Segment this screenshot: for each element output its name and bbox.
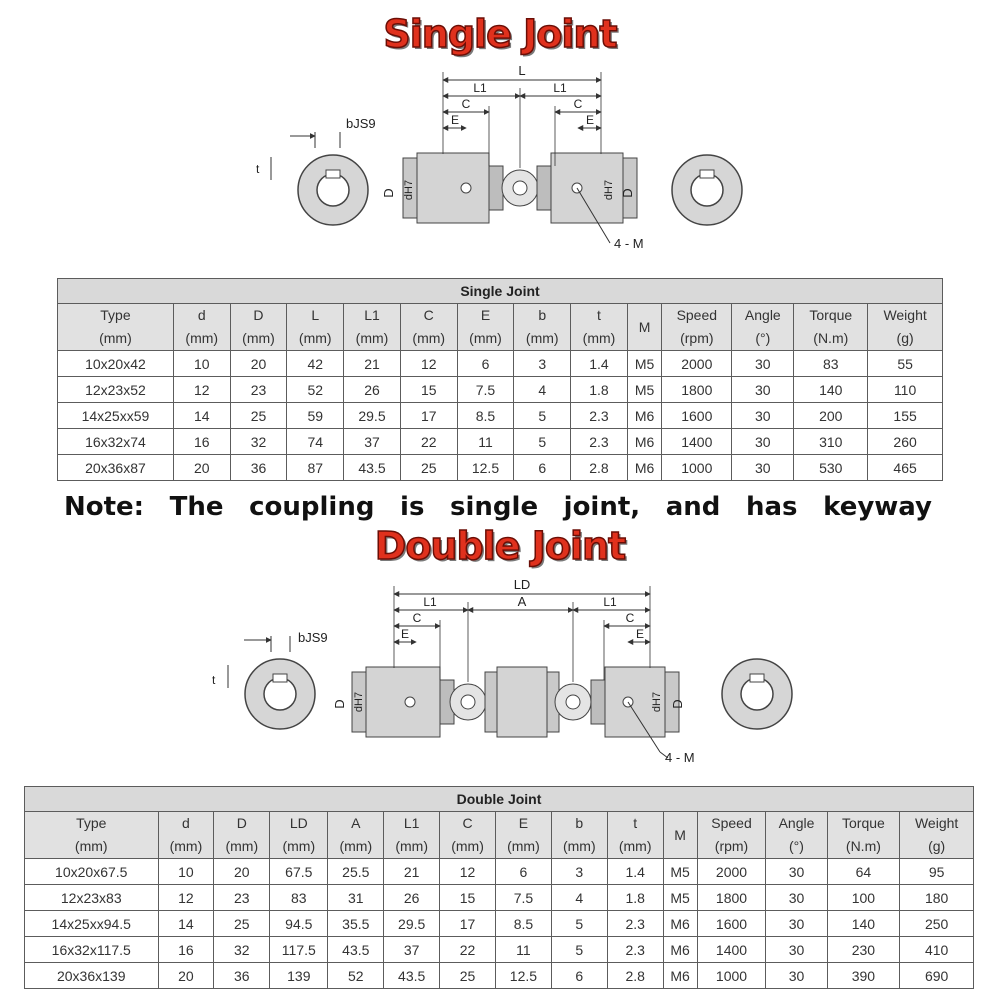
- table-cell: 12.5: [495, 963, 551, 989]
- double-LD-label: LD: [513, 577, 531, 592]
- double-left-end-view: [212, 630, 328, 729]
- header-unit: (mm): [525, 330, 559, 346]
- table-cell: 43.5: [328, 937, 384, 963]
- header-name: Weight: [914, 815, 959, 831]
- table-cell: 20: [230, 351, 287, 377]
- table-cell: 3: [551, 859, 607, 885]
- header-name: A: [351, 815, 361, 831]
- double-D-label-right: D: [670, 699, 685, 709]
- header-name: t: [633, 815, 638, 831]
- header-cell: [384, 812, 440, 859]
- table-cell: 230: [827, 937, 900, 963]
- table-cell: 36: [230, 455, 287, 481]
- table-cell: 52: [287, 377, 344, 403]
- header-name: Type: [100, 307, 131, 323]
- header-unit: (°): [755, 330, 771, 346]
- table-cell: 23: [230, 377, 287, 403]
- table-cell: 37: [384, 937, 440, 963]
- table-cell: 25: [230, 403, 287, 429]
- table-cell: 25: [214, 911, 270, 937]
- table-cell: 22: [400, 429, 457, 455]
- table-cell: 11: [495, 937, 551, 963]
- table-cell: M5: [663, 885, 697, 911]
- table-cell: 29.5: [384, 911, 440, 937]
- header-name: d: [182, 815, 190, 831]
- table-row: [25, 911, 974, 937]
- header-unit: (mm): [99, 330, 132, 346]
- table-cell: 7.5: [457, 377, 514, 403]
- table-row: [25, 963, 974, 989]
- double-E-label-left: E: [400, 627, 410, 641]
- single-right-end-view: [672, 155, 742, 225]
- table-cell: 87: [287, 455, 344, 481]
- double-D-label-left: D: [332, 699, 347, 709]
- header-name: C: [423, 307, 434, 323]
- table-cell: 2.3: [571, 429, 628, 455]
- header-unit: (mm): [185, 330, 219, 346]
- double-coupling-body: [332, 667, 695, 765]
- single-dimensions: [443, 63, 601, 168]
- table-cell: 100: [827, 885, 900, 911]
- table-cell: 16x32x117.5: [25, 937, 159, 963]
- header-unit: (N.m): [845, 838, 881, 854]
- double-L1-label-left: L1: [423, 595, 437, 609]
- table-cell: 7.5: [495, 885, 551, 911]
- table-cell: 5: [514, 403, 571, 429]
- table-cell: 16: [158, 937, 214, 963]
- table-cell: 43.5: [344, 455, 401, 481]
- header-name: E: [480, 307, 491, 323]
- table-cell: 180: [900, 885, 974, 911]
- table-cell: M6: [627, 455, 661, 481]
- table-cell: 64: [827, 859, 900, 885]
- single-table-header-row: [58, 304, 943, 351]
- double-E-label-right: E: [635, 627, 645, 641]
- header-unit: (mm): [225, 838, 259, 854]
- header-name: L: [311, 307, 320, 323]
- header-name: M: [638, 318, 651, 335]
- table-cell: 2.8: [607, 963, 663, 989]
- table-cell: 30: [766, 859, 827, 885]
- single-C-label-left: C: [461, 97, 471, 111]
- table-cell: M5: [663, 859, 697, 885]
- double-bjs9-label: bJS9: [298, 630, 328, 645]
- header-cell: [457, 304, 514, 351]
- header-unit: (mm): [582, 330, 616, 346]
- header-unit: (mm): [298, 330, 332, 346]
- table-cell: 30: [732, 429, 794, 455]
- header-name: C: [462, 815, 473, 831]
- header-cell: [440, 812, 496, 859]
- single-4m-label: 4 - M: [614, 236, 644, 251]
- single-D-label-left: D: [381, 188, 396, 198]
- double-4m-label: 4 - M: [665, 750, 695, 765]
- header-unit: (g): [896, 330, 914, 346]
- header-unit: (g): [928, 838, 946, 854]
- header-unit: (mm): [395, 838, 428, 854]
- header-unit: (mm): [451, 838, 484, 854]
- single-L1-label-right: L1: [553, 81, 567, 95]
- table-cell: 10: [158, 859, 214, 885]
- single-joint-table: [57, 278, 943, 481]
- double-L1-label-right: L1: [603, 595, 617, 609]
- table-cell: 14x25xx94.5: [25, 911, 159, 937]
- header-cell: [58, 304, 174, 351]
- header-cell: [344, 304, 401, 351]
- header-cell: [663, 812, 697, 859]
- table-cell: 37: [344, 429, 401, 455]
- header-cell: [328, 812, 384, 859]
- table-cell: 250: [900, 911, 974, 937]
- header-cell: [230, 304, 287, 351]
- table-cell: 17: [440, 911, 496, 937]
- table-cell: 20x36x87: [58, 455, 174, 481]
- table-row: [58, 455, 943, 481]
- table-cell: 1.8: [607, 885, 663, 911]
- table-cell: 140: [827, 911, 900, 937]
- single-bjs9-label: bJS9: [346, 116, 376, 131]
- single-E-label-right: E: [585, 113, 595, 127]
- table-cell: 465: [868, 455, 943, 481]
- single-left-end-view: [256, 116, 376, 225]
- table-cell: 4: [551, 885, 607, 911]
- table-cell: 21: [344, 351, 401, 377]
- header-cell: [495, 812, 551, 859]
- header-unit: (mm): [339, 838, 373, 854]
- table-cell: 2.3: [571, 403, 628, 429]
- table-cell: 32: [214, 937, 270, 963]
- double-A-label: A: [517, 594, 527, 609]
- header-name: Type: [76, 815, 107, 831]
- table-cell: 30: [732, 455, 794, 481]
- header-name: E: [518, 815, 529, 831]
- header-name: Speed: [676, 307, 718, 323]
- header-name: D: [253, 307, 264, 323]
- table-cell: 1800: [662, 377, 732, 403]
- header-cell: [662, 304, 732, 351]
- table-cell: M6: [663, 937, 697, 963]
- header-cell: [25, 812, 159, 859]
- table-cell: 8.5: [457, 403, 514, 429]
- header-cell: [173, 304, 230, 351]
- double-joint-diagram: [0, 572, 1000, 784]
- header-cell: [900, 812, 974, 859]
- header-unit: (rpm): [680, 330, 714, 346]
- table-cell: 30: [766, 963, 827, 989]
- header-unit: (mm): [282, 838, 316, 854]
- table-cell: 1000: [697, 963, 766, 989]
- table-cell: 12: [440, 859, 496, 885]
- single-table-title: Single Joint: [58, 279, 943, 304]
- double-joint-drawing: [0, 572, 1000, 784]
- header-cell: [794, 304, 868, 351]
- header-cell: [607, 812, 663, 859]
- single-joint-diagram: [0, 58, 1000, 278]
- table-cell: 155: [868, 403, 943, 429]
- header-unit: (mm): [169, 838, 203, 854]
- table-row: [58, 377, 943, 403]
- table-cell: 83: [794, 351, 868, 377]
- header-cell: [697, 812, 766, 859]
- table-cell: 25: [400, 455, 457, 481]
- table-cell: 6: [514, 455, 571, 481]
- table-cell: 110: [868, 377, 943, 403]
- table-cell: 1400: [697, 937, 766, 963]
- table-cell: 139: [270, 963, 328, 989]
- double-dh7-label-right: dH7: [651, 691, 663, 713]
- header-cell: [551, 812, 607, 859]
- table-cell: 1.4: [571, 351, 628, 377]
- single-dh7-label-right: dH7: [603, 179, 615, 201]
- table-cell: M6: [663, 911, 697, 937]
- header-cell: [400, 304, 457, 351]
- table-cell: 30: [732, 351, 794, 377]
- table-cell: 43.5: [384, 963, 440, 989]
- table-cell: 2000: [662, 351, 732, 377]
- header-cell: [868, 304, 943, 351]
- table-cell: 20: [158, 963, 214, 989]
- table-cell: 6: [457, 351, 514, 377]
- single-L1-label-left: L1: [473, 81, 487, 95]
- double-dh7-label-left: dH7: [353, 691, 365, 713]
- table-cell: 25.5: [328, 859, 384, 885]
- table-row: [25, 937, 974, 963]
- header-name: M: [674, 826, 686, 843]
- double-right-end-view: [722, 659, 792, 729]
- table-cell: 1600: [697, 911, 766, 937]
- table-cell: 12: [158, 885, 214, 911]
- table-cell: 2000: [697, 859, 766, 885]
- table-cell: 20: [214, 859, 270, 885]
- double-joint-banner: Double Joint: [374, 524, 626, 568]
- table-cell: 1800: [697, 885, 766, 911]
- table-cell: 95: [900, 859, 974, 885]
- table-cell: 15: [440, 885, 496, 911]
- table-cell: 32: [230, 429, 287, 455]
- table-cell: 12x23x52: [58, 377, 174, 403]
- header-name: b: [538, 307, 547, 323]
- table-cell: 14: [158, 911, 214, 937]
- header-name: Torque: [842, 815, 885, 831]
- header-cell: [627, 304, 661, 351]
- header-name: Angle: [778, 815, 815, 831]
- table-cell: M6: [663, 963, 697, 989]
- header-cell: [571, 304, 628, 351]
- double-table-header-row: [25, 812, 974, 859]
- single-dh7-label-left: dH7: [403, 179, 415, 201]
- table-cell: M5: [627, 377, 661, 403]
- table-cell: 10x20x42: [58, 351, 174, 377]
- table-cell: 31: [328, 885, 384, 911]
- table-cell: 35.5: [328, 911, 384, 937]
- table-cell: 260: [868, 429, 943, 455]
- table-cell: 3: [514, 351, 571, 377]
- table-cell: 5: [551, 911, 607, 937]
- table-row: [58, 351, 943, 377]
- table-cell: 30: [766, 885, 827, 911]
- header-cell: [732, 304, 794, 351]
- table-cell: 22: [440, 937, 496, 963]
- double-C-label-left: C: [412, 611, 422, 625]
- table-cell: 42: [287, 351, 344, 377]
- table-cell: 52: [328, 963, 384, 989]
- table-cell: 67.5: [270, 859, 328, 885]
- table-row: [25, 885, 974, 911]
- double-joint-table: [24, 786, 974, 989]
- table-cell: 200: [794, 403, 868, 429]
- table-cell: 36: [214, 963, 270, 989]
- table-cell: 16x32x74: [58, 429, 174, 455]
- table-cell: M6: [627, 429, 661, 455]
- table-cell: 140: [794, 377, 868, 403]
- header-unit: (mm): [355, 330, 389, 346]
- single-coupling-body: [381, 153, 644, 251]
- table-cell: 6: [551, 963, 607, 989]
- table-cell: 25: [440, 963, 496, 989]
- single-E-label-left: E: [450, 113, 460, 127]
- table-cell: 26: [344, 377, 401, 403]
- table-cell: 6: [495, 859, 551, 885]
- header-name: L1: [403, 815, 420, 831]
- table-cell: 30: [732, 403, 794, 429]
- table-cell: 30: [732, 377, 794, 403]
- header-cell: [214, 812, 270, 859]
- header-name: t: [597, 307, 601, 323]
- header-name: Weight: [883, 307, 927, 323]
- table-cell: 14: [173, 403, 230, 429]
- double-C-label-right: C: [625, 611, 635, 625]
- double-table-body: [25, 859, 974, 989]
- header-unit: (mm): [618, 838, 652, 854]
- table-cell: 310: [794, 429, 868, 455]
- header-cell: [766, 812, 827, 859]
- header-unit: (mm): [242, 330, 275, 346]
- table-cell: 30: [766, 911, 827, 937]
- table-cell: 21: [384, 859, 440, 885]
- header-name: d: [197, 307, 206, 323]
- header-name: b: [575, 815, 584, 831]
- table-cell: 74: [287, 429, 344, 455]
- table-cell: 690: [900, 963, 974, 989]
- table-cell: M5: [627, 351, 661, 377]
- note-text: Note: The coupling is single joint, and has keyway: [64, 492, 932, 522]
- table-cell: 12x23x83: [25, 885, 159, 911]
- table-cell: 29.5: [344, 403, 401, 429]
- single-L-label: L: [518, 63, 526, 78]
- table-cell: 11: [457, 429, 514, 455]
- header-cell: [158, 812, 214, 859]
- table-cell: 5: [551, 937, 607, 963]
- double-dimensions: [394, 577, 650, 682]
- table-cell: 10x20x67.5: [25, 859, 159, 885]
- table-cell: 16: [173, 429, 230, 455]
- header-cell: [287, 304, 344, 351]
- table-cell: 14x25xx59: [58, 403, 174, 429]
- table-cell: 1.4: [607, 859, 663, 885]
- header-name: L1: [364, 307, 380, 323]
- table-cell: 15: [400, 377, 457, 403]
- table-cell: M6: [627, 403, 661, 429]
- table-cell: 530: [794, 455, 868, 481]
- header-unit: (mm): [412, 330, 446, 346]
- table-cell: 83: [270, 885, 328, 911]
- single-D-label-right: D: [620, 188, 635, 198]
- table-cell: 94.5: [270, 911, 328, 937]
- header-name: LD: [289, 815, 308, 831]
- table-cell: 117.5: [270, 937, 328, 963]
- header-cell: [514, 304, 571, 351]
- header-unit: (mm): [469, 330, 502, 346]
- table-cell: 410: [900, 937, 974, 963]
- table-cell: 26: [384, 885, 440, 911]
- double-table-title: Double Joint: [25, 787, 974, 812]
- table-cell: 23: [214, 885, 270, 911]
- header-name: Torque: [809, 307, 853, 323]
- header-unit: (mm): [74, 838, 108, 854]
- table-cell: 2.8: [571, 455, 628, 481]
- table-cell: 8.5: [495, 911, 551, 937]
- header-unit: (rpm): [714, 838, 749, 854]
- table-cell: 20x36x139: [25, 963, 159, 989]
- header-cell: [827, 812, 900, 859]
- header-cell: [270, 812, 328, 859]
- header-name: Speed: [711, 815, 752, 831]
- single-t-label: t: [256, 162, 260, 176]
- table-row: [58, 403, 943, 429]
- table-cell: 1400: [662, 429, 732, 455]
- table-cell: 55: [868, 351, 943, 377]
- single-joint-banner: Single Joint: [383, 12, 617, 56]
- table-cell: 10: [173, 351, 230, 377]
- table-cell: 20: [173, 455, 230, 481]
- header-unit: (mm): [507, 838, 540, 854]
- table-cell: 390: [827, 963, 900, 989]
- table-cell: 12: [173, 377, 230, 403]
- single-joint-drawing: [0, 58, 1000, 278]
- table-cell: 5: [514, 429, 571, 455]
- table-cell: 17: [400, 403, 457, 429]
- header-unit: (mm): [562, 838, 596, 854]
- table-cell: 12: [400, 351, 457, 377]
- table-cell: 12.5: [457, 455, 514, 481]
- single-table-body: [58, 351, 943, 481]
- table-cell: 1.8: [571, 377, 628, 403]
- table-cell: 1000: [662, 455, 732, 481]
- table-cell: 59: [287, 403, 344, 429]
- table-cell: 30: [766, 937, 827, 963]
- table-cell: 2.3: [607, 911, 663, 937]
- table-cell: 1600: [662, 403, 732, 429]
- header-unit: (°): [789, 838, 804, 854]
- table-row: [25, 859, 974, 885]
- table-row: [58, 429, 943, 455]
- double-t-label: t: [212, 673, 216, 687]
- table-cell: 2.3: [607, 937, 663, 963]
- header-name: Angle: [744, 307, 781, 323]
- single-C-label-right: C: [573, 97, 583, 111]
- table-cell: 4: [514, 377, 571, 403]
- header-name: D: [236, 815, 247, 831]
- header-unit: (N.m): [813, 330, 849, 346]
